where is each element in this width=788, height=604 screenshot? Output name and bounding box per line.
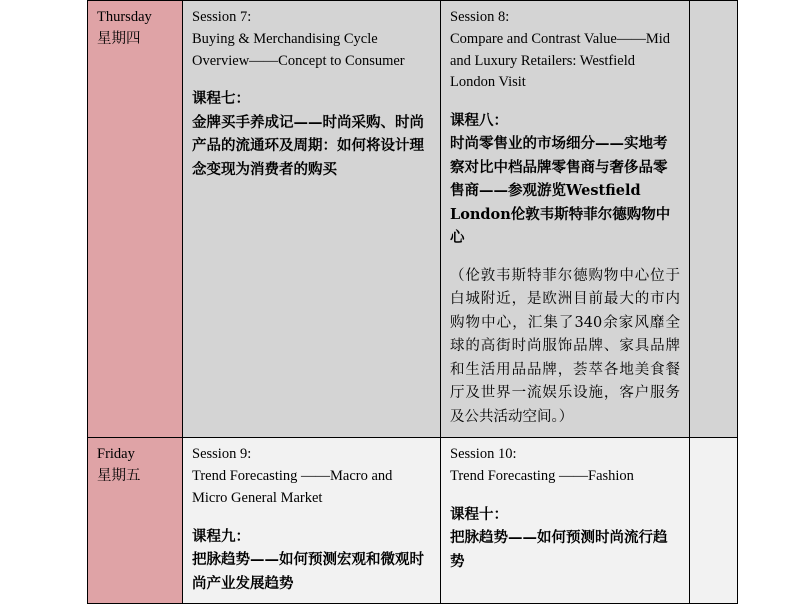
day-label-zh: 星期四 xyxy=(97,30,141,47)
session-english-title: Compare and Contrast Value——Mid and Luxury Retailers: Westfield London Visit xyxy=(450,30,671,91)
schedule-table xyxy=(87,0,738,604)
session-chinese-title: 课程九： xyxy=(192,527,250,545)
session-chinese-title: 课程七： xyxy=(192,90,250,108)
session-label: Session 7: xyxy=(192,9,252,25)
session-chinese-title: 课程十： xyxy=(450,505,508,523)
session-english-title: Trend Forecasting ——Macro and Micro General Market xyxy=(192,468,393,506)
session-chinese-body: 金牌买手养成记——时尚采购、时尚产品的流通环及周期：如何将设计理念变现为消费者的购买 xyxy=(192,113,424,178)
session-cell-10 xyxy=(441,438,690,604)
day-label-en: Thursday xyxy=(97,9,152,25)
session-cell-8 xyxy=(441,1,690,438)
session-label: Session 8: xyxy=(450,9,510,25)
table-row xyxy=(88,1,738,438)
day-label-zh: 星期五 xyxy=(97,468,141,485)
session-label: Session 9: xyxy=(192,446,252,463)
session-cell-9 xyxy=(183,438,441,604)
empty-cell xyxy=(690,1,738,438)
session-chinese-note: （伦敦韦斯特菲尔德购物中心位于白城附近，是欧洲目前最大的市内购物中心，汇集了340余家风靡全球的高街时尚服饰品牌、家具品牌和生活用品品牌，荟萃各地美食餐厅及世界一流娱乐设施，客户服务及公共活动空间。） xyxy=(450,267,680,425)
session-english-title: Trend Forecasting ——Fashion xyxy=(450,468,634,485)
empty-cell xyxy=(690,438,738,604)
day-cell-friday xyxy=(88,438,183,604)
session-chinese-body: 时尚零售业的市场细分——实地考察对比中档品牌零售商与奢侈品零售商——参观游览Westfield London伦敦韦斯特菲尔德购物中心 xyxy=(450,135,671,247)
session-chinese-body: 把脉趋势——如何预测宏观和微观时尚产业发展趋势 xyxy=(192,551,424,592)
table-row xyxy=(88,438,738,604)
session-chinese-title: 课程八： xyxy=(450,112,508,129)
session-cell-7 xyxy=(183,1,441,438)
session-english-title: Buying & Merchandising Cycle Overview——Concept to Consumer xyxy=(192,30,405,69)
session-label: Session 10: xyxy=(450,446,517,463)
day-label-en: Friday xyxy=(97,446,135,463)
day-cell-thursday xyxy=(88,1,183,438)
session-chinese-body: 把脉趋势——如何预测时尚流行趋势 xyxy=(450,529,668,570)
